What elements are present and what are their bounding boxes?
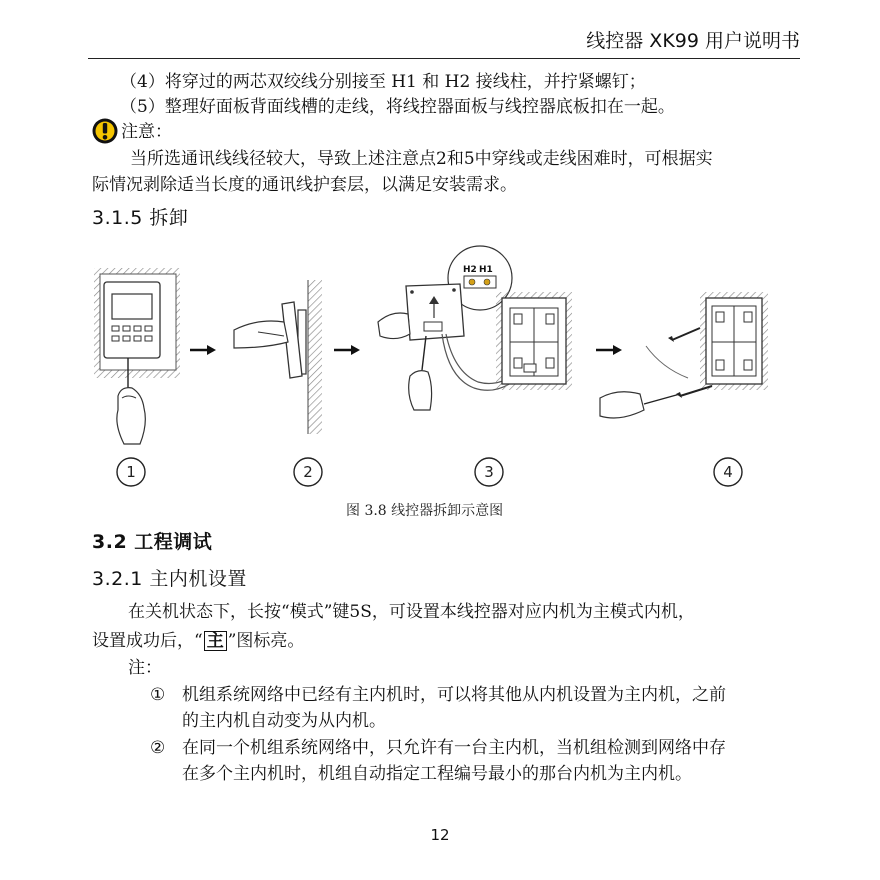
panel-3-disconnect-wires bbox=[378, 246, 572, 410]
step-number-4-digit: 4 bbox=[723, 463, 733, 481]
figure-caption: 图 3.8 线控器拆卸示意图 bbox=[346, 503, 504, 519]
arrow-2 bbox=[334, 345, 360, 355]
master-unit-para-line-2 bbox=[92, 630, 304, 652]
step-number-1-digit: 1 bbox=[126, 463, 136, 481]
notice-line-2: 际情况剥除适当长度的通讯线护套层，以满足安装需求。 bbox=[92, 175, 517, 195]
note-2-marker: ② bbox=[150, 738, 166, 758]
note-2-line-1: 在同一个机组系统网络中，只允许有一台主内机，当机组检测到网络中存 bbox=[182, 738, 726, 758]
step-5-text: （5）整理好面板背面线槽的走线，将线控器面板与线控器底板扣在一起。 bbox=[120, 97, 675, 117]
header-rule bbox=[88, 58, 800, 59]
terminal-label-h2: H2 bbox=[463, 265, 477, 275]
para-line-2-suffix: ”图标亮。 bbox=[227, 631, 305, 651]
warning-icon bbox=[92, 118, 118, 144]
arrow-1 bbox=[190, 345, 216, 355]
section-heading-3-2-1: 3.2.1 主内机设置 bbox=[92, 568, 247, 590]
arrow-3 bbox=[596, 345, 622, 355]
panel-2-pulling-panel bbox=[234, 280, 322, 434]
document-header-title: 线控器 XK99 用户说明书 bbox=[586, 30, 800, 52]
note-1-marker: ① bbox=[150, 685, 166, 705]
note-1-line-1: 机组系统网络中已经有主内机时，可以将其他从内机设置为主内机，之前 bbox=[182, 685, 726, 705]
section-heading-3-2: 3.2 工程调试 bbox=[92, 531, 213, 553]
step-number-2-digit: 2 bbox=[303, 463, 313, 481]
notice-label: 注意： bbox=[121, 122, 172, 142]
master-indicator-icon: 主 bbox=[204, 631, 227, 651]
notice-line-1: 当所选通讯线线径较大，导致上述注意点2和5中穿线或走线困难时，可根据实 bbox=[130, 149, 713, 169]
note-2-line-2: 在多个主内机时，机组自动指定工程编号最小的那台内机为主内机。 bbox=[182, 764, 692, 784]
para-line-2-prefix: 设置成功后，“ bbox=[92, 631, 203, 651]
step-number-3-digit: 3 bbox=[484, 463, 494, 481]
panel-1-controller-on-wall bbox=[94, 268, 180, 444]
step-4-text: （4）将穿过的两芯双绞线分别接至 H1 和 H2 接线柱，并拧紧螺钉； bbox=[120, 72, 646, 92]
removal-illustration bbox=[88, 238, 788, 492]
terminal-label-h1: H1 bbox=[479, 265, 493, 275]
page-number: 12 bbox=[430, 826, 450, 844]
note-1-line-2: 的主内机自动变为从内机。 bbox=[182, 711, 386, 731]
note-label: 注： bbox=[128, 658, 162, 678]
panel-4-remove-base-plate bbox=[600, 292, 768, 418]
master-unit-para-line-1: 在关机状态下，长按“模式”键5S，可设置本线控器对应内机为主模式内机， bbox=[128, 602, 695, 622]
section-heading-3-1-5: 3.1.5 拆卸 bbox=[92, 207, 189, 229]
